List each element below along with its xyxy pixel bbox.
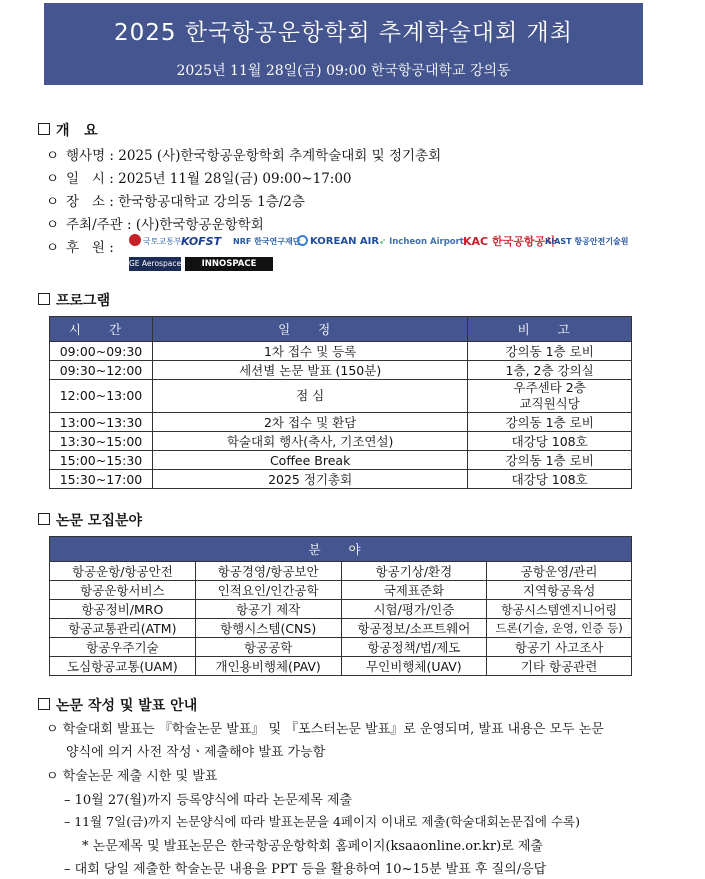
table-row: 항공운항/항공안전 항공경영/항공보안 항공기상/환경 공항운영/관리 [50,562,632,581]
guide-detail-2: – 11월 7일(금)까지 논문양식에 따라 발표논문을 4페이지 이내로 제출(학술대회논문집에 수록) [64,814,580,829]
table-row: 09:00~09:30 1차 접수 및 등록 강의동 1층 로비 [50,342,632,361]
overview-item-place: ㅇ 장 소 : 한국항공대학교 강의동 1층/2층 [46,194,305,210]
sponsor-logo-korean-air: KOREAN AIR [297,233,379,251]
guide-heading: 논문 작성 및 발표 안내 [38,695,197,715]
col-header-field: 분 야 [50,537,632,562]
table-row: 09:30~12:00 세션별 논문 발표 (150분) 1층, 2층 강의실 [50,361,632,380]
table-row: 12:00~13:00 점 심 우주센타 2층 교직원식당 [50,380,632,413]
overview-heading: 개 요 [38,120,98,140]
guide-paragraph-2: ㅇ 학술논문 제출 시한 및 발표 [46,769,218,784]
checkbox-square-icon [38,698,50,710]
sponsor-logo-kofst: KOFST [181,235,222,248]
table-row: 도심항공교통(UAM) 개인용비행체(PAV) 무인비행체(UAV) 기타 항공관련 [50,657,632,676]
sponsor-logos [129,233,629,251]
col-header-note: 비 고 [468,317,632,342]
sponsor-logo-kac: KAC 한국공항공사 [463,235,556,248]
fields-heading: 논문 모집분야 [38,510,142,530]
event-title: 2025 한국항공운항학회 추계학술대회 개최 [114,20,573,46]
overview-item-host: ㅇ 주최/주관 : (사)한국항공운항학회 [46,217,264,233]
program-table [49,316,632,489]
checkbox-square-icon [38,513,50,525]
table-row: 15:30~17:00 2025 정기총회 대강당 108호 [50,470,632,489]
guide-detail-3: * 논문제목 및 발표논문은 한국항공운항학회 홈페이지(ksaaonline.or.kr)로 제출 [82,839,543,854]
col-header-time: 시 간 [50,317,153,342]
table-row: 13:30~15:00 학술대회 행사(축사, 기조연설) 대강당 108호 [50,432,632,451]
table-row: 15:00~15:30 Coffee Break 강의동 1층 로비 [50,451,632,470]
program-header-row [50,317,632,342]
overview-item-name: ㅇ 행사명 : 2025 (사)한국항공운항학회 추계학술대회 및 정기총회 [46,148,442,164]
table-row: 13:00~13:30 2차 접수 및 환담 강의동 1층 로비 [50,413,632,432]
sponsor-logo-molit: 국토교통부 [129,233,182,251]
sponsor-logo-kiast: KIAST 항공안전기술원 [545,237,629,246]
checkbox-square-icon [38,293,50,305]
title-banner [44,3,643,85]
checkbox-square-icon [38,123,50,135]
fields-table [49,536,632,676]
sponsor-logo-ge-aerospace: GE Aerospace [129,257,181,271]
program-heading: 프로그램 [38,290,110,310]
sponsor-logo-incheon-airport: ➶ Incheon Airport [379,237,464,247]
overview-item-sponsor: ㅇ 후 원 : [46,240,114,256]
table-row: 항공정비/MRO 항공기 제작 시험/평가/인증 항공시스템엔지니어링 [50,600,632,619]
overview-item-date: ㅇ 일 시 : 2025년 11월 28일(금) 09:00~17:00 [46,171,352,187]
guide-detail-1: – 10월 27(월)까지 등록양식에 따라 논문제목 제출 [64,793,353,808]
table-row: 항공운항서비스 인적요인/인간공학 국제표준화 지역항공육성 [50,581,632,600]
table-row: 항공교통관리(ATM) 항행시스템(CNS) 항공정보/소프트웨어 드론(기술, 운영, 인증 등) [50,619,632,638]
sponsor-logo-nrf: NRF 한국연구재단 [233,237,301,246]
guide-paragraph-1-cont: 양식에 의거 사전 작성ㆍ제출해야 발표 가능함 [66,745,326,760]
col-header-schedule: 일 정 [152,317,467,342]
sponsor-logo-innospace: INNOSPACE [185,257,273,271]
guide-detail-4: – 대회 당일 제출한 학술논문 내용을 PPT 등을 활용하여 10~15분 발표 후 질의/응답 [64,862,547,877]
guide-paragraph-1: ㅇ 학술대회 발표는 『학술논문 발표』 및 『포스터논문 발표』로 운영되며, 발표 내용은 모두 논문 [46,722,604,737]
fields-header-row [50,537,632,562]
table-row: 항공우주기술 항공공학 항공정책/법/제도 항공기 사고조사 [50,638,632,657]
event-subtitle: 2025년 11월 28일(금) 09:00 한국항공대학교 강의동 [176,63,511,79]
